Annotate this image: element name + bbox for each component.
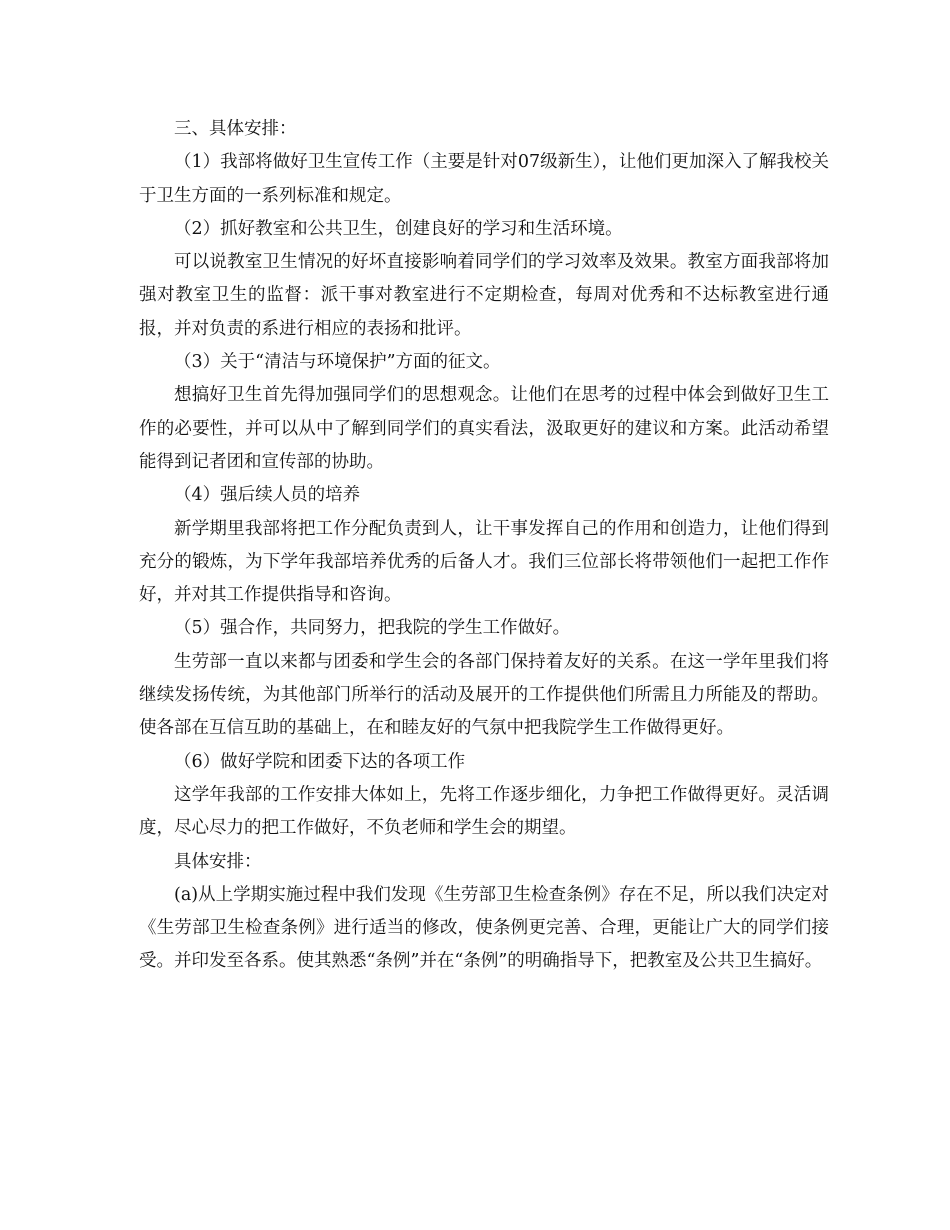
item-5-body: 生劳部一直以来都与团委和学生会的各部门保持着友好的关系。在这一学年里我们将继续发扬传统，为其他部门所举行的活动及展开的工作提供他们所需且力所能及的帮助。使各部在互信互助的基础上，在和睦友好的气氛中把我院学生工作做得更好。: [139, 651, 829, 739]
item-6-body: 这学年我部的工作安排大体如上，先将工作逐步细化，力争把工作做得更好。灵活调度，尽心尽力的把工作做好，不负老师和学生会的期望。: [139, 784, 829, 839]
arrangement-a-paragraph: (a)从上学期实施过程中我们发现《生劳部卫生检查条例》存在不足，所以我们决定对《生劳部卫生检查条例》进行适当的修改，使条例更完善、合理，更能让广大的同学们接受。并印发至各系。使其熟悉“条例”并在“条例”的明确指导下，把教室及公共卫生搞好。: [139, 884, 829, 972]
document-body: [139, 113, 829, 979]
item-6-heading: （6）做好学院和团委下达的各项工作: [174, 751, 466, 772]
item-2-heading: （2）抓好教室和公共卫生，创建良好的学习和生活环境。: [174, 218, 623, 239]
item-3-heading: （3）关于“清洁与环境保护”方面的征文。: [174, 352, 501, 373]
item-2-body: 可以说教室卫生情况的好坏直接影响着同学们的学习效率及效果。教室方面我部将加强对教室卫生的监督：派干事对教室进行不定期检查，每周对优秀和不达标教室进行通报，并对负责的系进行相应的表扬和批评。: [139, 252, 829, 339]
item-4-body: 新学期里我部将把工作分配负责到人，让干事发挥自己的作用和创造力，让他们得到充分的锻炼，为下学年我部培养优秀的后备人才。我们三位部长将带领他们一起把工作作好，并对其工作提供指导和咨询。: [139, 518, 829, 606]
specific-arrangements-heading: 具体安排：: [174, 851, 262, 872]
section-heading: 三、具体安排：: [174, 119, 297, 139]
item-3-body: 想搞好卫生首先得加强同学们的思想观念。让他们在思考的过程中体会到做好卫生工作的必要性，并可以从中了解到同学们的真实看法，汲取更好的建议和方案。此活动希望能得到记者团和宣传部的协助。: [139, 385, 829, 472]
item-4-heading: （4）强后续人员的培养: [174, 485, 361, 506]
item-5-heading: （5）强合作，共同努力，把我院的学生工作做好。: [174, 618, 571, 639]
item-1-paragraph: （1）我部将做好卫生宣传工作（主要是针对07级新生），让他们更加深入了解我校关于卫生方面的一系列标准和规定。: [139, 152, 829, 206]
